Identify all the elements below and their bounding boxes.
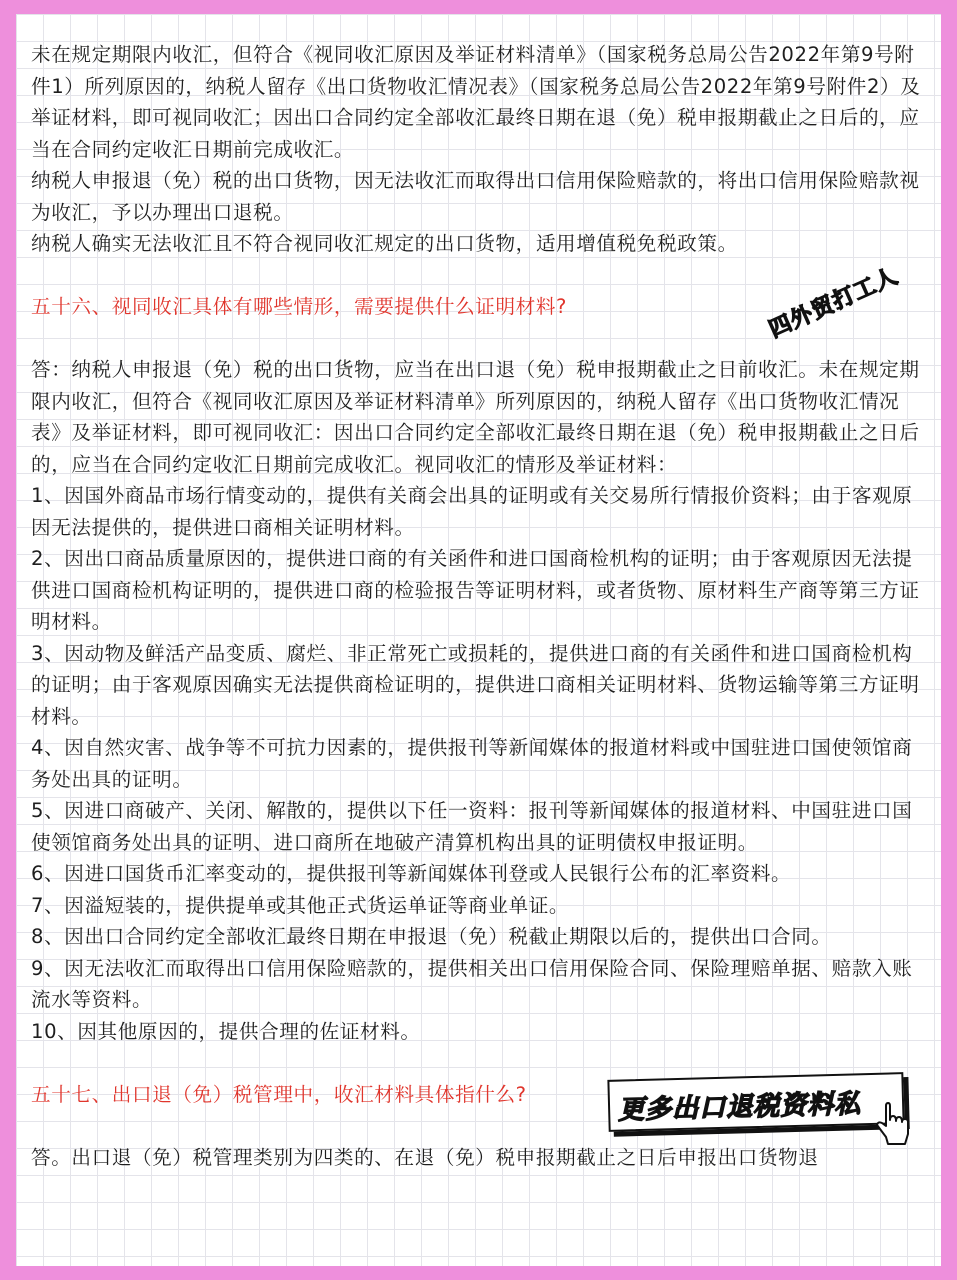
question-56-answer: 答：纳税人申报退（免）税的出口货物，应当在出口退（免）税申报期截止之日前收汇。未在规定期限内收汇，但符合《视同收汇原因及举证材料清单》所列原因的，纳税人留存《出口货物收汇情况表》及举证材料，即可视同收汇：因出口合同约定全部收汇最终日期在退（免）税申报期截止之日后的，应当在合同约定收汇日期前完成收汇。视同收汇的情形及举证材料：	[31, 358, 920, 476]
list-item: 7、因溢短装的，提供提单或其他正式货运单证等商业单证。	[31, 893, 570, 917]
list-item: 3、因动物及鲜活产品变质、腐烂、非正常死亡或损耗的，提供进口商的有关函件和进口国商检机构的证明；由于客观原因确实无法提供商检证明的，提供进口商相关证明材料、货物运输等第三方证明材料。	[31, 641, 920, 728]
question-57-heading: 五十七、出口退（免）税管理中，收汇材料具体指什么?	[31, 1082, 527, 1106]
document-content	[31, 39, 926, 1173]
paragraph: 纳税人确实无法收汇且不符合视同收汇规定的出口货物，适用增值税免税政策。	[31, 232, 738, 255]
list-item: 1、因国外商品市场行情变动的，提供有关商会出具的证明或有关交易所行情报价资料；由于客观原因无法提供的，提供进口商相关证明材料。	[31, 484, 913, 539]
promo-banner[interactable]	[607, 1072, 904, 1132]
question-56-heading: 五十六、视同收汇具体有哪些情形，需要提供什么证明材料?	[31, 295, 568, 318]
list-item: 9、因无法收汇而取得出口信用保险赔款的，提供相关出口信用保险合同、保险理赔单据、赔款入账流水等资料。	[31, 956, 913, 1011]
hand-pointer-icon	[874, 1102, 914, 1152]
list-item: 4、因自然灾害、战争等不可抗力因素的，提供报刊等新闻媒体的报道材料或中国驻进口国使领馆商务处出具的证明。	[31, 736, 913, 791]
list-item: 2、因出口商品质量原因的，提供进口商的有关函件和进口国商检机构的证明；由于客观原因无法提供进口国商检机构证明的，提供进口商的检验报告等证明材料，或者货物、原材料生产商等第三方证明材料。	[31, 547, 920, 633]
paragraph: 纳税人申报退（免）税的出口货物，因无法收汇而取得出口信用保险赔款的，将出口信用保险赔款视为收汇，予以办理出口退税。	[31, 169, 920, 224]
list-item: 8、因出口合同约定全部收汇最终日期在申报退（免）税截止期限以后的，提供出口合同。	[31, 925, 832, 948]
list-item: 6、因进口国货币汇率变动的，提供报刊等新闻媒体刊登或人民银行公布的汇率资料。	[31, 862, 792, 885]
watermark-stamp: 四外贸打工人	[765, 263, 902, 343]
paragraph: 未在规定期限内收汇，但符合《视同收汇原因及举证材料清单》（国家税务总局公告2022年第9号附件1）所列原因的，纳税人留存《出口货物收汇情况表》（国家税务总局公告2022年第9号附件2）及举证材料，即可视同收汇；因出口合同约定全部收汇最终日期在退（免）税申报期截止之日后的，应当在合同约定收汇日期前完成收汇。	[31, 43, 921, 161]
document-page	[16, 14, 941, 1266]
promo-text: 更多出口退税资料私	[617, 1089, 862, 1126]
list-item: 10、因其他原因的，提供合理的佐证材料。	[31, 1019, 421, 1043]
question-57-answer: 答。出口退（免）税管理类别为四类的、在退（免）税申报期截止之日后申报出口货物退	[31, 1145, 819, 1169]
list-item: 5、因进口商破产、关闭、解散的，提供以下任一资料：报刊等新闻媒体的报道材料、中国驻进口国使领馆商务处出具的证明、进口商所在地破产清算机构出具的证明债权申报证明。	[31, 799, 913, 854]
